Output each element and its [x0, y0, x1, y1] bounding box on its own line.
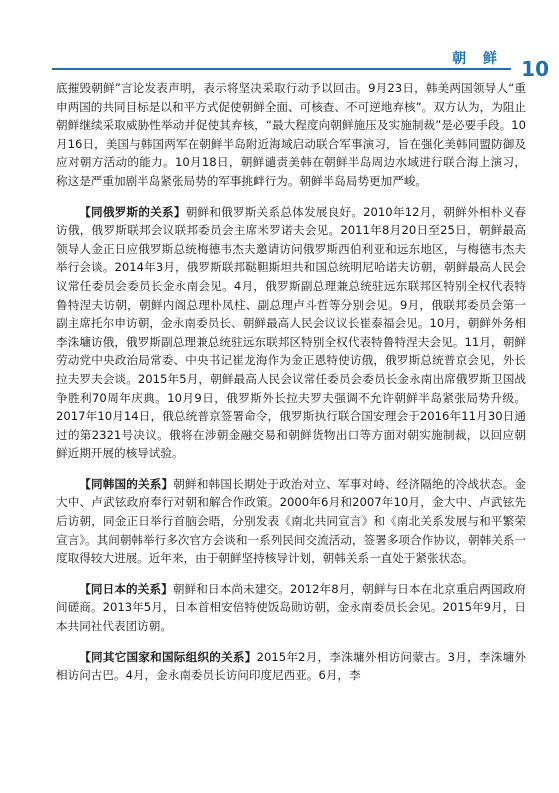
- header-rule: [52, 68, 511, 70]
- body-text: [56, 79, 526, 697]
- section-heading-japan: 【同日本的关系】: [79, 581, 173, 596]
- running-header-title: 朝 鲜: [452, 51, 503, 67]
- paragraph-us-korea: [56, 79, 526, 191]
- paragraph-text: 朝鲜和韩国长期处于政治对立、军事对峙、经济隔绝的冷战状态。金大中、卢武铉政府奉行对朝和解合作政策。2000年6月和2007年10月，金大中、卢武铉先后访朝，同金正日举行首脑会晤，分别发表《南北共同宣言》和《南北关系发展与和平繁荣宣言》。其间朝韩举行多次官方会谈和一系列民间交流活动，签署多项合作协议，朝韩关系一度取得较大进展。近年来，由于朝鲜坚持核导计划，朝韩关系一直处于紧张状态。: [56, 476, 526, 566]
- page-number: 10: [521, 57, 549, 81]
- section-heading-other-countries: 【同其它国家和国际组织的关系】: [79, 649, 257, 664]
- paragraph-text: 朝鲜和俄罗斯关系总体发展良好。2010年12月，朝鲜外相朴义春访俄，俄罗斯联邦会议联邦委员会主席米罗诺夫会见。2011年8月20日至25日，朝鲜最高领导人金正日应俄罗斯总统梅德韦杰夫邀请访问俄罗斯西伯利亚和远东地区，与梅德韦杰夫举行会谈。2014年3月，俄罗斯联邦鞑靼斯坦共和国总统明尼哈诺夫访朝，朝鲜最高人民会议常任委员会委员长金永南会见。4月，俄罗斯副总理兼总统驻远东联邦区特别全权代表特鲁特涅夫访朝，朝鲜内阁总理朴凤柱、副总理卢斗哲等分别会见。9月，俄联邦委员会第一副主席托尔申访朝，金永南委员长、朝鲜最高人民会议议长崔泰福会见。10月，朝鲜外务相李洙墉访俄，俄罗斯副总理兼总统驻远东联邦区特别全权代表特鲁特涅夫会见。11月，朝鲜劳动党中央政治局常委、中央书记崔龙海作为金正恩特使访俄，俄罗斯总统普京会见，外长拉夫罗夫会谈。2015年5月，朝鲜最高人民会议常任委员会委员长金永南出席俄罗斯卫国战争胜利70周年庆典。10月9日，俄罗斯外长拉夫罗夫强调不允许朝鲜半岛紧张局势升级。2017年10月14日，俄总统普京签署命令，俄罗斯执行联合国安理会于2016年11月30日通过的第2321号决议。俄将在涉朝金融交易和朝鲜货物出口等方面对朝实施制裁，以回应朝鲜近期开展的核导试验。: [56, 204, 526, 461]
- page-header: [0, 0, 559, 84]
- paragraph-japan: [56, 580, 526, 636]
- section-heading-russia: 【同俄罗斯的关系】: [79, 204, 186, 219]
- paragraph-text: 底摧毁朝鲜”言论发表声明，表示将坚决采取行动予以回击。9月23日，韩美两国领导人“重申两国的共同目标是以和平方式促使朝鲜全面、可核查、不可逆地弃核”。双方认为，为阻止朝鲜继续采取威胁性举动并促使其弃核，“最大程度向朝鲜施压及实施制裁”是必要手段。10月16日，美国与韩国两军在朝鲜半岛附近海域启动联合军事演习，旨在强化美韩同盟防御及应对朝方活动的能力。10月18日，朝鲜谴责美韩在朝鲜半岛周边水域进行联合海上演习，称这是严重加剧半岛紧张局势的军事挑衅行为。朝鲜半岛局势更加严峻。: [56, 81, 526, 188]
- paragraph-russia: [56, 203, 526, 463]
- paragraph-south-korea: [56, 475, 526, 568]
- paragraph-other-countries: [56, 648, 526, 685]
- paragraph-text: 朝鲜和日本尚未建交。2012年8月，朝鲜与日本在北京重启两国政府间磋商。2013年5月，日本首相安倍特使饭岛勋访朝，金永南委员长会见。2015年9月，日本共同社代表团访朝。: [56, 581, 526, 634]
- section-heading-south-korea: 【同韩国的关系】: [79, 476, 174, 491]
- paragraph-text: 2015年2月，李洙墉外相访问蒙古。3月，李洙墉外相访问古巴。4月，金永南委员长访问印度尼西亚。6月，李: [56, 649, 526, 683]
